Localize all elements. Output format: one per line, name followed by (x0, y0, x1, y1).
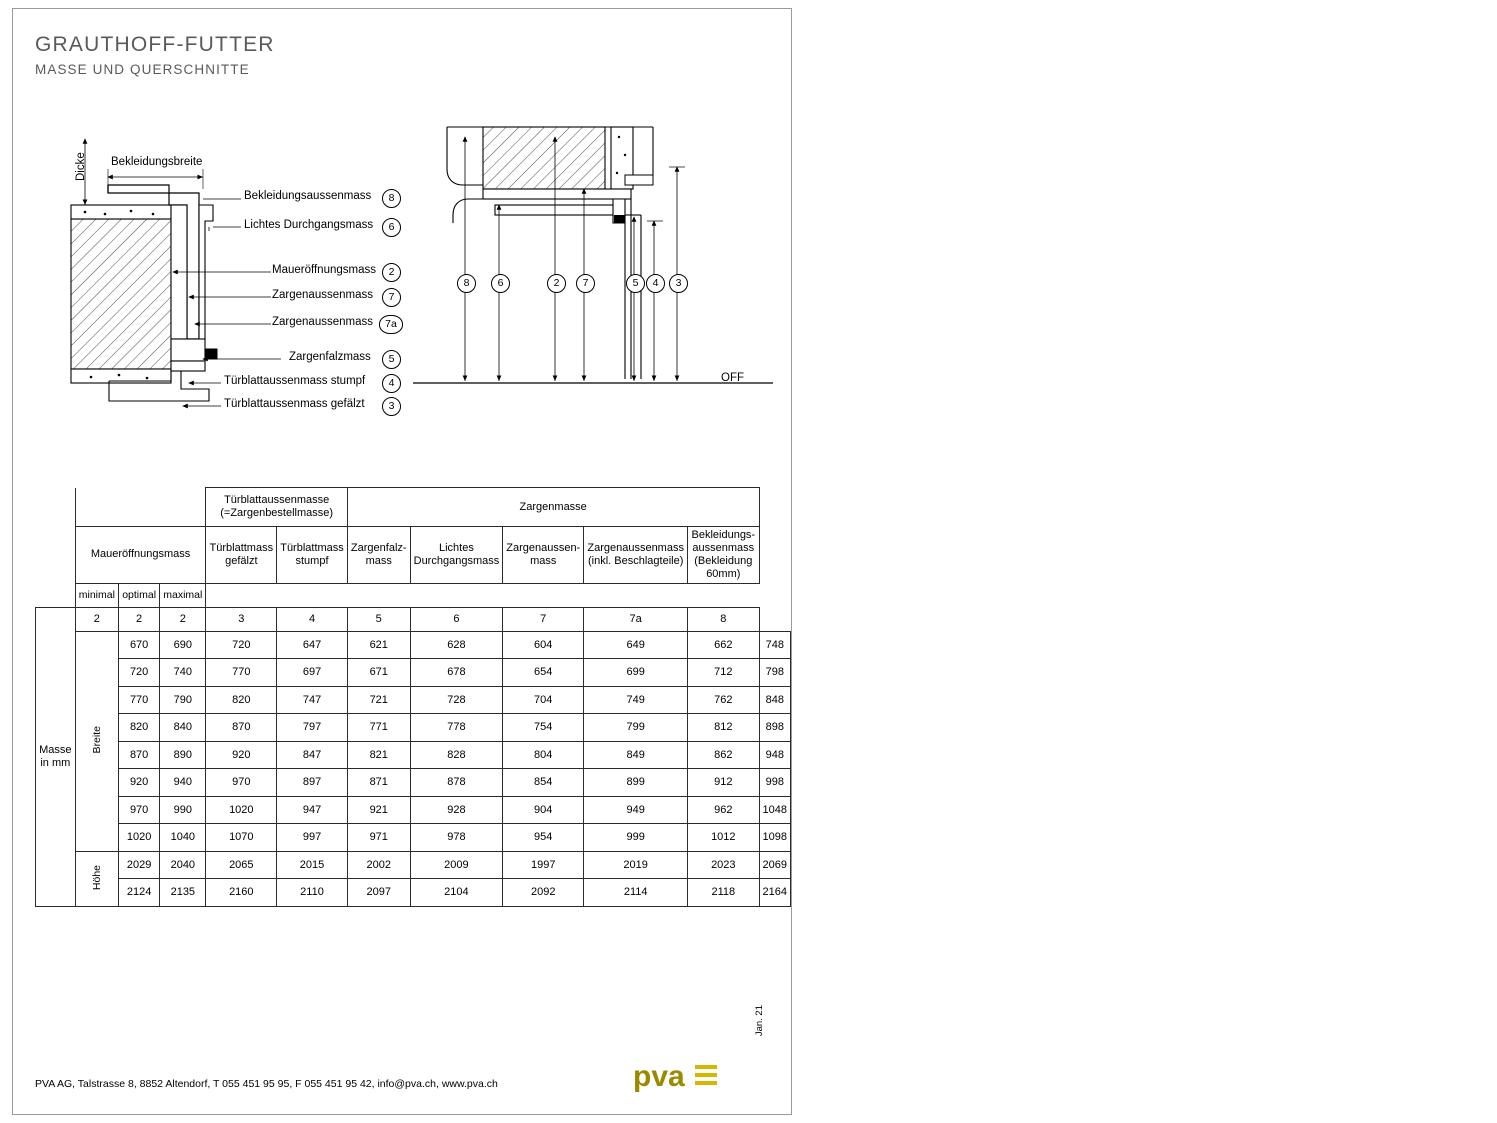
side-label-hoehe: Höhe (75, 851, 118, 906)
section-callout-5: 5 (626, 274, 645, 293)
callout-7: 7 (382, 288, 401, 307)
cell: 2092 (503, 879, 584, 907)
cell: 2124 (119, 879, 160, 907)
col-header-bekleidungsaussenmass: Bekleidungs- aussenmass (Bekleidung 60mm) (688, 527, 759, 584)
cell: 798 (759, 659, 790, 687)
cell: 2114 (584, 879, 688, 907)
cell: 720 (119, 659, 160, 687)
number-cell: 8 (688, 607, 759, 631)
label-zargenfalzmass: Zargenfalzmass (289, 351, 371, 363)
cell: 921 (347, 796, 410, 824)
cell: 920 (119, 769, 160, 797)
cell: 2040 (160, 851, 206, 879)
section-callout-4: 4 (646, 274, 665, 293)
measures-table-wrapper (35, 487, 791, 907)
cell: 898 (759, 714, 790, 742)
cell: 2110 (277, 879, 348, 907)
callout-4: 4 (382, 374, 401, 393)
cell: 862 (688, 741, 759, 769)
cell: 954 (503, 824, 584, 852)
subheader-minimal: minimal (75, 583, 118, 607)
cell: 797 (277, 714, 348, 742)
label-tuerblattaussenmass-stumpf: Türblattaussenmass stumpf (224, 375, 366, 387)
cell: 790 (160, 686, 206, 714)
cell: 1048 (759, 796, 790, 824)
cell: 712 (688, 659, 759, 687)
label-zargenaussenmass-a: Zargenaussenmass (272, 316, 373, 328)
cell: 2065 (206, 851, 277, 879)
cell: 840 (160, 714, 206, 742)
table-group-header-row (36, 488, 791, 527)
side-label-breite: Breite (75, 631, 118, 851)
col-header-tuerblattmass-stumpf: Türblattmass stumpf (277, 527, 348, 584)
logo-text: pva (633, 1060, 685, 1093)
section-callout-3: 3 (669, 274, 688, 293)
cell: 770 (206, 659, 277, 687)
col-header-tuerblattmass-gefaelzt: Türblattmass gefälzt (206, 527, 277, 584)
cell: 697 (277, 659, 348, 687)
footer-contact: PVA AG, Talstrasse 8, 8852 Altendorf, T 055 451 95 95, F 055 451 95 42, info@pva.ch, www.pva.ch (35, 1078, 498, 1090)
label-zargenaussenmass: Zargenaussenmass (272, 289, 373, 301)
label-bekleidungsbreite: Bekleidungsbreite (111, 156, 203, 168)
cell: 949 (584, 796, 688, 824)
label-maueroeffnungsmass: Maueröffnungsmass (272, 264, 376, 276)
cell: 720 (206, 631, 277, 659)
subheader-maximal: maximal (160, 583, 206, 607)
cell: 878 (410, 769, 503, 797)
table-row (36, 879, 791, 907)
cell: 799 (584, 714, 688, 742)
document-sheet (12, 8, 792, 1115)
cell: 962 (688, 796, 759, 824)
cell: 870 (119, 741, 160, 769)
date-code: Jan. 21 (754, 1004, 765, 1036)
cell: 1098 (759, 824, 790, 852)
section-callout-2: 2 (547, 274, 566, 293)
cell: 812 (688, 714, 759, 742)
cell: 2164 (759, 879, 790, 907)
cell: 2023 (688, 851, 759, 879)
table-row (36, 824, 791, 852)
group-header-tuerblattaussenmasse-line1: Türblattaussenmasse (224, 494, 330, 507)
cell: 754 (503, 714, 584, 742)
cell: 654 (503, 659, 584, 687)
cell: 948 (759, 741, 790, 769)
group-header-tuerblattaussenmasse (206, 488, 347, 527)
cell: 649 (584, 631, 688, 659)
cell: 770 (119, 686, 160, 714)
table-number-row (36, 607, 791, 631)
number-cell: 7 (503, 607, 584, 631)
cell: 847 (277, 741, 348, 769)
cell: 728 (410, 686, 503, 714)
cell: 970 (119, 796, 160, 824)
cell: 747 (277, 686, 348, 714)
cell: 721 (347, 686, 410, 714)
cell: 1020 (119, 824, 160, 852)
drawing-svg (13, 9, 793, 479)
cell: 662 (688, 631, 759, 659)
number-cell: 5 (347, 607, 410, 631)
technical-drawing (13, 9, 793, 479)
cell: 671 (347, 659, 410, 687)
cell: 928 (410, 796, 503, 824)
cell: 899 (584, 769, 688, 797)
subheader-optimal: optimal (119, 583, 160, 607)
row-label-masse: Masse in mm (36, 607, 76, 906)
cell: 762 (688, 686, 759, 714)
cell: 820 (119, 714, 160, 742)
callout-3: 3 (382, 397, 401, 416)
callout-8: 8 (382, 189, 401, 208)
table-row (36, 631, 791, 659)
cell: 1012 (688, 824, 759, 852)
cell: 947 (277, 796, 348, 824)
cell: 990 (160, 796, 206, 824)
cell: 621 (347, 631, 410, 659)
cell: 848 (759, 686, 790, 714)
measures-table (35, 487, 791, 907)
cell: 2104 (410, 879, 503, 907)
group-header-tuerblattaussenmasse-line2: (=Zargenbestellmasse) (220, 507, 334, 519)
col-header-zargenfalzmass: Zargenfalz- mass (347, 527, 410, 584)
cell: 2069 (759, 851, 790, 879)
cell: 604 (503, 631, 584, 659)
cell: 849 (584, 741, 688, 769)
cell: 2029 (119, 851, 160, 879)
page-subtitle: MASSE UND QUERSCHNITTE (35, 62, 250, 77)
cell: 678 (410, 659, 503, 687)
callout-7a: 7a (379, 315, 403, 334)
callout-5: 5 (382, 350, 401, 369)
cell: 854 (503, 769, 584, 797)
col-header-maueroeffnungsmass: Maueröffnungsmass (75, 527, 206, 584)
number-cell: 4 (277, 607, 348, 631)
cell: 804 (503, 741, 584, 769)
label-lichtes-durchgangsmass: Lichtes Durchgangsmass (244, 219, 374, 231)
cell: 740 (160, 659, 206, 687)
cell: 748 (759, 631, 790, 659)
cell: 1020 (206, 796, 277, 824)
cell: 890 (160, 741, 206, 769)
cell: 749 (584, 686, 688, 714)
callout-2: 2 (382, 263, 401, 282)
cell: 2118 (688, 879, 759, 907)
col-header-lichtes-durchgangsmass: Lichtes Durchgangsmass (410, 527, 503, 584)
cell: 1997 (503, 851, 584, 879)
cell: 870 (206, 714, 277, 742)
table-row (36, 659, 791, 687)
cell: 912 (688, 769, 759, 797)
cell: 771 (347, 714, 410, 742)
page-title: GRAUTHOFF-FUTTER (35, 33, 275, 56)
col-header-zargenaussenmass: Zargenaussen- mass (503, 527, 584, 584)
number-cell: 2 (160, 607, 206, 631)
cell: 904 (503, 796, 584, 824)
label-dicke: Dicke (75, 152, 87, 181)
section-callout-6: 6 (491, 274, 510, 293)
cell: 699 (584, 659, 688, 687)
cell: 1070 (206, 824, 277, 852)
cell: 690 (160, 631, 206, 659)
cell: 670 (119, 631, 160, 659)
number-cell: 7a (584, 607, 688, 631)
pva-logo (633, 1056, 753, 1096)
section-callout-8: 8 (457, 274, 476, 293)
cell: 998 (759, 769, 790, 797)
cell: 820 (206, 686, 277, 714)
cell: 704 (503, 686, 584, 714)
cell: 2015 (277, 851, 348, 879)
cell: 2019 (584, 851, 688, 879)
cell: 920 (206, 741, 277, 769)
number-cell: 2 (119, 607, 160, 631)
col-header-zargenaussenmass-beschlag: Zargenaussenmass (inkl. Beschlagteile) (584, 527, 688, 584)
cell: 1040 (160, 824, 206, 852)
label-off: OFF (721, 372, 744, 384)
cell: 2135 (160, 879, 206, 907)
cell: 628 (410, 631, 503, 659)
label-tuerblattaussenmass-gefaelzt: Türblattaussenmass gefälzt (224, 398, 365, 410)
cell: 828 (410, 741, 503, 769)
number-cell: 2 (75, 607, 118, 631)
cell: 978 (410, 824, 503, 852)
table-subheader-row (36, 583, 791, 607)
group-header-zargenmasse: Zargenmasse (347, 488, 759, 527)
label-bekleidungsaussenmass: Bekleidungsaussenmass (244, 190, 372, 202)
cell: 2160 (206, 879, 277, 907)
cell: 821 (347, 741, 410, 769)
table-row (36, 686, 791, 714)
number-cell: 3 (206, 607, 277, 631)
table-row (36, 714, 791, 742)
cell: 971 (347, 824, 410, 852)
callout-6: 6 (382, 218, 401, 237)
cell: 897 (277, 769, 348, 797)
cell: 2002 (347, 851, 410, 879)
table-row (36, 796, 791, 824)
cell: 871 (347, 769, 410, 797)
table-row (36, 851, 791, 879)
cell: 970 (206, 769, 277, 797)
number-cell: 6 (410, 607, 503, 631)
cell: 999 (584, 824, 688, 852)
cell: 647 (277, 631, 348, 659)
cell: 2009 (410, 851, 503, 879)
title-block (35, 33, 275, 77)
cell: 2097 (347, 879, 410, 907)
table-row (36, 769, 791, 797)
cell: 997 (277, 824, 348, 852)
section-callout-7: 7 (576, 274, 595, 293)
cell: 778 (410, 714, 503, 742)
cell: 940 (160, 769, 206, 797)
table-row (36, 741, 791, 769)
